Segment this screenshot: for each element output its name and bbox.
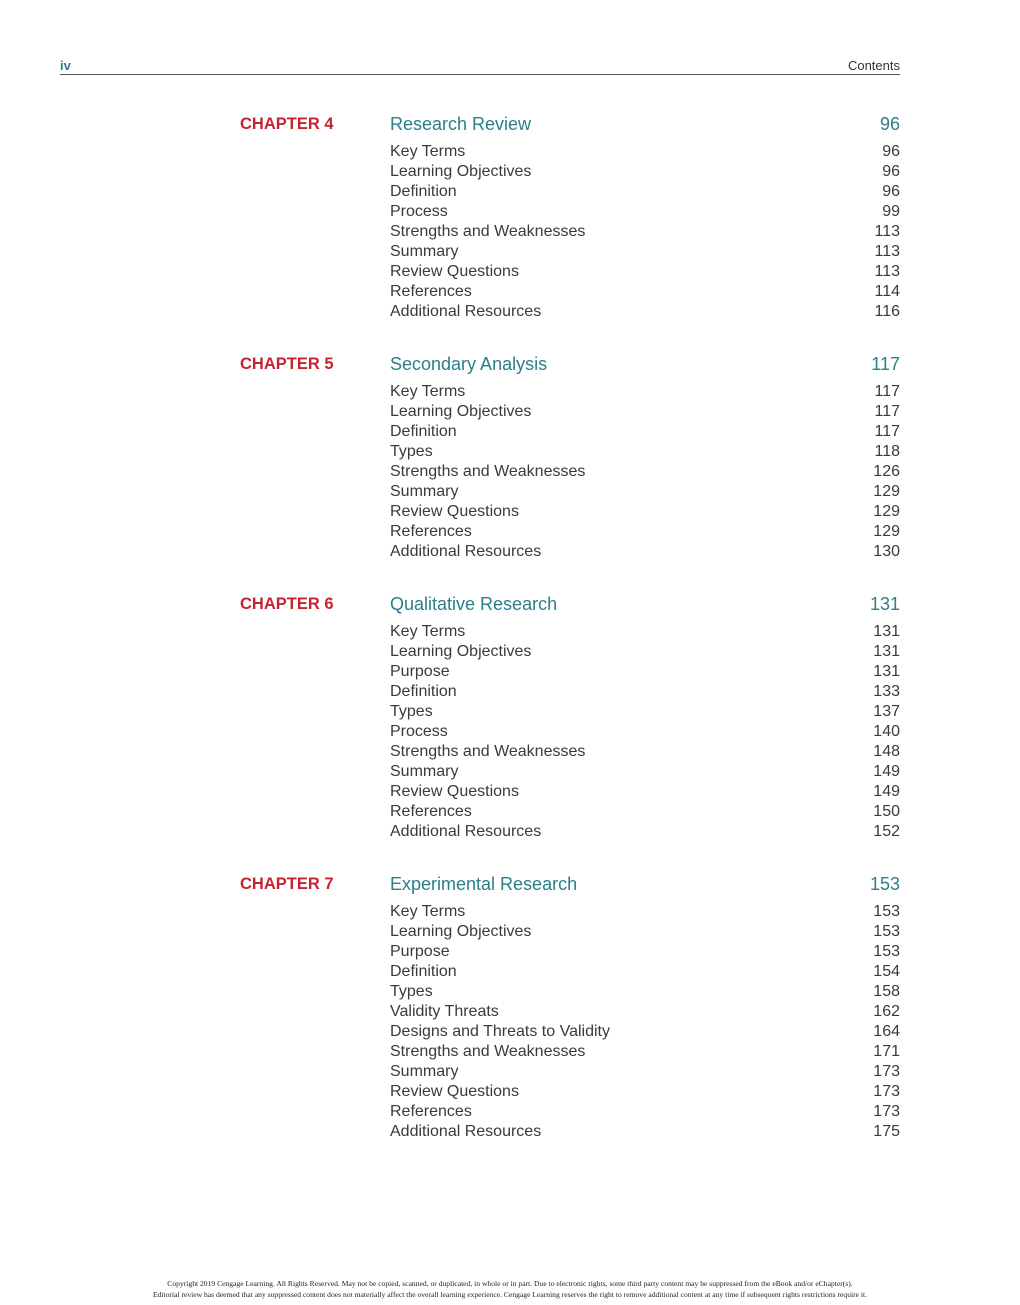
entry-title: Summary bbox=[390, 763, 459, 780]
entry-title: Process bbox=[390, 723, 448, 740]
toc-entry[interactable] bbox=[390, 402, 900, 422]
entry-title: References bbox=[390, 803, 472, 820]
entry-page-number: 173 bbox=[873, 1063, 900, 1080]
toc-entry[interactable] bbox=[390, 1102, 900, 1122]
entry-title: Learning Objectives bbox=[390, 923, 532, 940]
entry-title: References bbox=[390, 283, 472, 300]
entry-page-number: 171 bbox=[873, 1043, 900, 1060]
entry-title: Summary bbox=[390, 483, 459, 500]
entry-title: Purpose bbox=[390, 663, 450, 680]
toc-entry[interactable] bbox=[390, 282, 900, 302]
entry-page-number: 116 bbox=[874, 303, 900, 320]
copyright-line-1: Copyright 2019 Cengage Learning. All Rights Reserved. May not be copied, scanned, or duplicated, in whole or in part. Due to electronic rights, some third party content may be suppressed from the eBook and/or eChapter(s). bbox=[167, 1279, 853, 1288]
entry-title: Key Terms bbox=[390, 623, 466, 640]
copyright-footer bbox=[0, 1278, 1020, 1300]
entry-title: References bbox=[390, 523, 472, 540]
entry-title: Additional Resources bbox=[390, 543, 542, 560]
chapter-page-number: 117 bbox=[871, 354, 900, 374]
toc-entry[interactable] bbox=[390, 462, 900, 482]
entry-title: Types bbox=[390, 443, 433, 460]
chapter-title: Experimental Research bbox=[390, 874, 578, 894]
entry-title: Definition bbox=[390, 963, 457, 980]
chapter-label: CHAPTER 7 bbox=[240, 875, 334, 893]
chapter-entries bbox=[390, 592, 900, 842]
entry-title: Purpose bbox=[390, 943, 450, 960]
chapter-heading[interactable] bbox=[390, 872, 900, 896]
toc-entry[interactable] bbox=[390, 502, 900, 522]
chapter-label: CHAPTER 6 bbox=[240, 595, 334, 613]
entry-title: Strengths and Weaknesses bbox=[390, 743, 586, 760]
table-of-contents bbox=[240, 112, 900, 1172]
toc-entry[interactable] bbox=[390, 382, 900, 402]
toc-entry[interactable] bbox=[390, 782, 900, 802]
chapter-label: CHAPTER 4 bbox=[240, 115, 334, 133]
page-number: iv bbox=[60, 58, 71, 73]
toc-entry[interactable] bbox=[390, 962, 900, 982]
entry-title: Review Questions bbox=[390, 263, 519, 280]
entry-page-number: 175 bbox=[873, 1123, 900, 1140]
chapter-entries bbox=[390, 872, 900, 1142]
toc-entry[interactable] bbox=[390, 262, 900, 282]
chapter-title: Qualitative Research bbox=[390, 594, 558, 614]
entry-title: Definition bbox=[390, 683, 457, 700]
toc-entry[interactable] bbox=[390, 422, 900, 442]
entry-page-number: 173 bbox=[873, 1083, 900, 1100]
toc-entry[interactable] bbox=[390, 162, 900, 182]
entry-page-number: 153 bbox=[873, 943, 900, 960]
entry-title: Designs and Threats to Validity bbox=[390, 1023, 610, 1040]
entry-page-number: 162 bbox=[873, 1003, 900, 1020]
toc-entry[interactable] bbox=[390, 222, 900, 242]
entry-page-number: 117 bbox=[874, 423, 900, 440]
entry-title: Review Questions bbox=[390, 503, 519, 520]
entry-title: Definition bbox=[390, 183, 457, 200]
toc-entry[interactable] bbox=[390, 1022, 900, 1042]
entry-title: Strengths and Weaknesses bbox=[390, 1043, 586, 1060]
chapter-heading[interactable] bbox=[390, 592, 900, 616]
toc-entry[interactable] bbox=[390, 762, 900, 782]
entry-title: References bbox=[390, 1103, 472, 1120]
entry-title: Strengths and Weaknesses bbox=[390, 463, 586, 480]
toc-entry[interactable] bbox=[390, 662, 900, 682]
toc-entry[interactable] bbox=[390, 1062, 900, 1082]
entry-title: Process bbox=[390, 203, 448, 220]
entry-page-number: 96 bbox=[882, 183, 900, 200]
entry-page-number: 113 bbox=[874, 243, 900, 260]
entry-title: Learning Objectives bbox=[390, 163, 532, 180]
entry-page-number: 96 bbox=[882, 143, 900, 160]
toc-entry[interactable] bbox=[390, 642, 900, 662]
entry-page-number: 113 bbox=[874, 263, 900, 280]
entry-page-number: 153 bbox=[873, 923, 900, 940]
entry-page-number: 129 bbox=[873, 523, 900, 540]
entry-page-number: 130 bbox=[873, 543, 900, 560]
chapter-entries bbox=[390, 112, 900, 322]
entry-page-number: 148 bbox=[873, 743, 900, 760]
entry-title: Validity Threats bbox=[390, 1003, 499, 1020]
toc-entry[interactable] bbox=[390, 1002, 900, 1022]
entry-page-number: 158 bbox=[873, 983, 900, 1000]
entry-title: Summary bbox=[390, 1063, 459, 1080]
chapter-label: CHAPTER 5 bbox=[240, 355, 334, 373]
entry-page-number: 126 bbox=[873, 463, 900, 480]
entry-page-number: 117 bbox=[874, 383, 900, 400]
chapter-section bbox=[240, 352, 900, 562]
toc-entry[interactable] bbox=[390, 1122, 900, 1142]
entry-page-number: 113 bbox=[874, 223, 900, 240]
entry-page-number: 99 bbox=[882, 203, 900, 220]
toc-entry[interactable] bbox=[390, 902, 900, 922]
entry-page-number: 137 bbox=[873, 703, 900, 720]
toc-entry[interactable] bbox=[390, 822, 900, 842]
entry-title: Definition bbox=[390, 423, 457, 440]
entry-page-number: 173 bbox=[873, 1103, 900, 1120]
chapter-heading[interactable] bbox=[390, 112, 900, 136]
entry-title: Additional Resources bbox=[390, 303, 542, 320]
toc-entry[interactable] bbox=[390, 802, 900, 822]
chapter-page-number: 131 bbox=[869, 594, 900, 614]
toc-entry[interactable] bbox=[390, 482, 900, 502]
entry-page-number: 96 bbox=[882, 163, 900, 180]
chapter-page-number: 96 bbox=[879, 114, 900, 134]
entry-page-number: 149 bbox=[873, 763, 900, 780]
toc-entry[interactable] bbox=[390, 522, 900, 542]
toc-entry[interactable] bbox=[390, 302, 900, 322]
entry-title: Strengths and Weaknesses bbox=[390, 223, 586, 240]
entry-page-number: 114 bbox=[874, 283, 900, 300]
chapter-section bbox=[240, 872, 900, 1142]
chapter-heading[interactable] bbox=[390, 352, 900, 376]
entry-page-number: 131 bbox=[873, 663, 900, 680]
entry-title: Additional Resources bbox=[390, 823, 542, 840]
entry-page-number: 140 bbox=[873, 723, 900, 740]
entry-page-number: 153 bbox=[873, 903, 900, 920]
toc-entry[interactable] bbox=[390, 242, 900, 262]
entry-title: Learning Objectives bbox=[390, 403, 532, 420]
entry-page-number: 118 bbox=[874, 443, 900, 460]
entry-page-number: 117 bbox=[874, 403, 900, 420]
chapter-entries bbox=[390, 352, 900, 562]
toc-entry[interactable] bbox=[390, 182, 900, 202]
chapter-title: Research Review bbox=[390, 114, 532, 134]
running-head-title: Contents bbox=[847, 58, 900, 73]
entry-page-number: 131 bbox=[873, 643, 900, 660]
entry-page-number: 149 bbox=[873, 783, 900, 800]
toc-entry[interactable] bbox=[390, 622, 900, 642]
entry-title: Learning Objectives bbox=[390, 643, 532, 660]
toc-entry[interactable] bbox=[390, 922, 900, 942]
running-header bbox=[60, 56, 900, 75]
toc-entry[interactable] bbox=[390, 142, 900, 162]
entry-page-number: 129 bbox=[873, 503, 900, 520]
entry-page-number: 152 bbox=[873, 823, 900, 840]
toc-entry[interactable] bbox=[390, 942, 900, 962]
entry-title: Review Questions bbox=[390, 1083, 519, 1100]
entry-title: Key Terms bbox=[390, 383, 466, 400]
entry-title: Review Questions bbox=[390, 783, 519, 800]
entry-page-number: 164 bbox=[873, 1023, 900, 1040]
copyright-line-2: Editorial review has deemed that any suppressed content does not materially affect the overall learning experience. Cengage Learning reserves the right to remove additional content at any time if subsequent rights restrictions require it. bbox=[152, 1290, 868, 1299]
toc-entry[interactable] bbox=[390, 202, 900, 222]
entry-page-number: 133 bbox=[873, 683, 900, 700]
entry-title: Types bbox=[390, 703, 433, 720]
entry-page-number: 129 bbox=[873, 483, 900, 500]
toc-entry[interactable] bbox=[390, 722, 900, 742]
entry-page-number: 154 bbox=[873, 963, 900, 980]
toc-entry[interactable] bbox=[390, 702, 900, 722]
toc-entry[interactable] bbox=[390, 1082, 900, 1102]
entry-page-number: 131 bbox=[873, 623, 900, 640]
toc-entry[interactable] bbox=[390, 982, 900, 1002]
entry-title: Key Terms bbox=[390, 143, 466, 160]
entry-title: Additional Resources bbox=[390, 1123, 542, 1140]
chapter-section bbox=[240, 112, 900, 322]
toc-entry[interactable] bbox=[390, 542, 900, 562]
entry-page-number: 150 bbox=[873, 803, 900, 820]
chapter-page-number: 153 bbox=[869, 874, 900, 894]
toc-entry[interactable] bbox=[390, 682, 900, 702]
entry-title: Types bbox=[390, 983, 433, 1000]
toc-entry[interactable] bbox=[390, 1042, 900, 1062]
chapter-title: Secondary Analysis bbox=[390, 354, 548, 374]
toc-entry[interactable] bbox=[390, 742, 900, 762]
entry-title: Key Terms bbox=[390, 903, 466, 920]
chapter-section bbox=[240, 592, 900, 842]
entry-title: Summary bbox=[390, 243, 459, 260]
toc-entry[interactable] bbox=[390, 442, 900, 462]
